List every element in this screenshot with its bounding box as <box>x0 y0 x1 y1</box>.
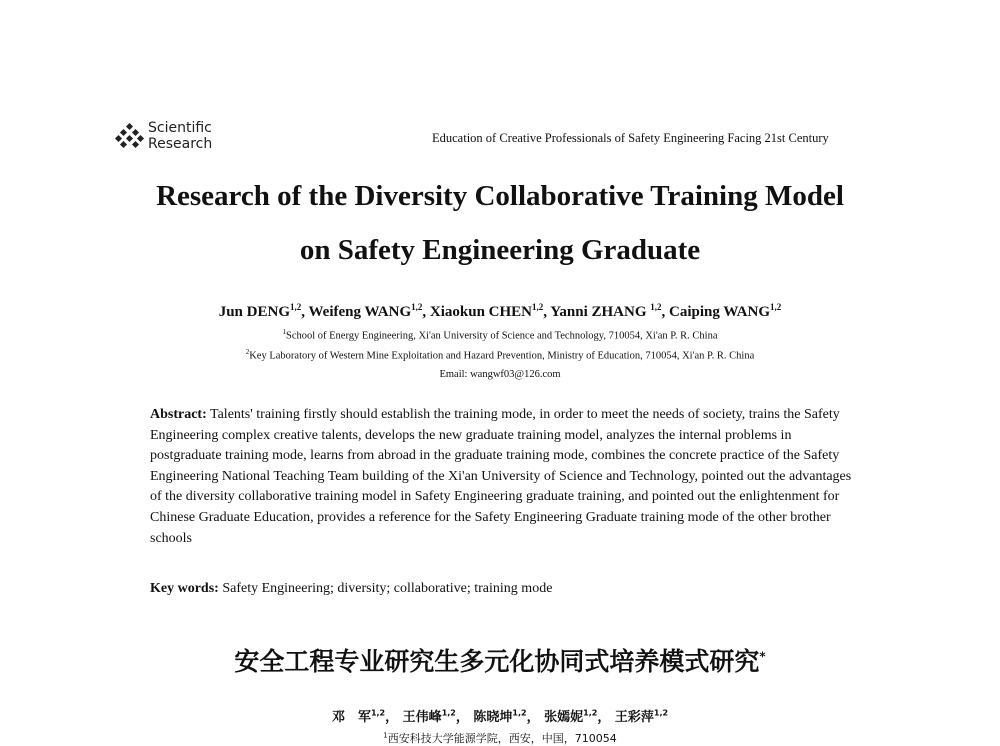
chinese-affiliation: $^1$西安科技大学能源学院，西安，中国，710054 <box>383 731 617 745</box>
author-sup: 1,2 <box>290 302 302 312</box>
keywords-label: Key words: <box>150 581 219 596</box>
abstract <box>150 405 862 549</box>
author-sup: 1,2 <box>411 302 423 312</box>
logo-dots-icon <box>116 124 146 148</box>
chinese-author-list: 邓 军$^{1,2}$， 王伟峰$^{1,2}$， 陈晓坤$^{1,2}$， 张嫣妮$^{1,2}$， 王彩萍$^{1,2}$ <box>331 708 669 725</box>
keywords-text: Safety Engineering; diversity; collaborative; training mode <box>222 581 553 596</box>
author-sup: 1,2 <box>532 302 544 312</box>
abstract-text: Talents' training firstly should establish the training mode, in order to meet the needs of society, trains the Safety Engineering complex creative talents, develops the new graduate training model, analyzes the internal problems in postgraduate training mode, learns from abroad in the graduate training mode, combines the concrete practice of the Safety Engineering National Teaching Team building of the Xi'an University of Science and Technology, pointed out the advantages of the diversity collaborative training model in Safety Engineering graduate training, and pointed out the enlightenment for Chinese Graduate Education, provides a reference for the Safety Engineering Graduate training mode of the other brother schools <box>150 407 852 546</box>
affiliation-2: $^2$Key Laboratory of Western Mine Exploitation and Hazard Prevention, Ministry of Education, 710054, Xi'an P. R. China <box>245 348 755 362</box>
keywords <box>150 581 862 597</box>
author-name: Xiaokun CHEN <box>429 304 533 320</box>
paper-title-line1: Research of the Diversity Collaborative Training Model <box>156 180 844 212</box>
chinese-title: 安全工程专业研究生多元化协同式培养模式研究* <box>234 647 766 676</box>
author-name: Yanni ZHANG <box>550 304 651 320</box>
running-head: Education of Creative Professionals of Safety Engineering Facing 21st Century <box>432 131 829 145</box>
affiliation-1: $^1$School of Energy Engineering, Xi'an University of Science and Technology, 710054, Xi'an P. R. China <box>282 328 718 342</box>
logo-text-line1: Scientific <box>148 120 212 136</box>
author-sup: 1,2 <box>650 302 662 312</box>
author-name: Jun DENG <box>218 304 290 320</box>
author-sup: 1,2 <box>770 302 782 312</box>
abstract-label: Abstract: <box>150 407 207 422</box>
author-email: Email: wangwf03@126.com <box>439 369 561 380</box>
author-name: Caiping WANG <box>669 304 771 320</box>
author-name: Weifeng WANG <box>308 304 412 320</box>
publisher-logo <box>116 120 226 156</box>
author-list: Jun DENG$^{1,2}$, Weifeng WANG$^{1,2}$, Xiaokun CHEN$^{1,2}$, Yanni ZHANG $^{1,2}$, Caiping WANG$^{1,2}$ <box>218 302 782 320</box>
paper-title-line2: on Safety Engineering Graduate <box>299 234 701 266</box>
logo-text-line2: Research <box>148 136 213 152</box>
